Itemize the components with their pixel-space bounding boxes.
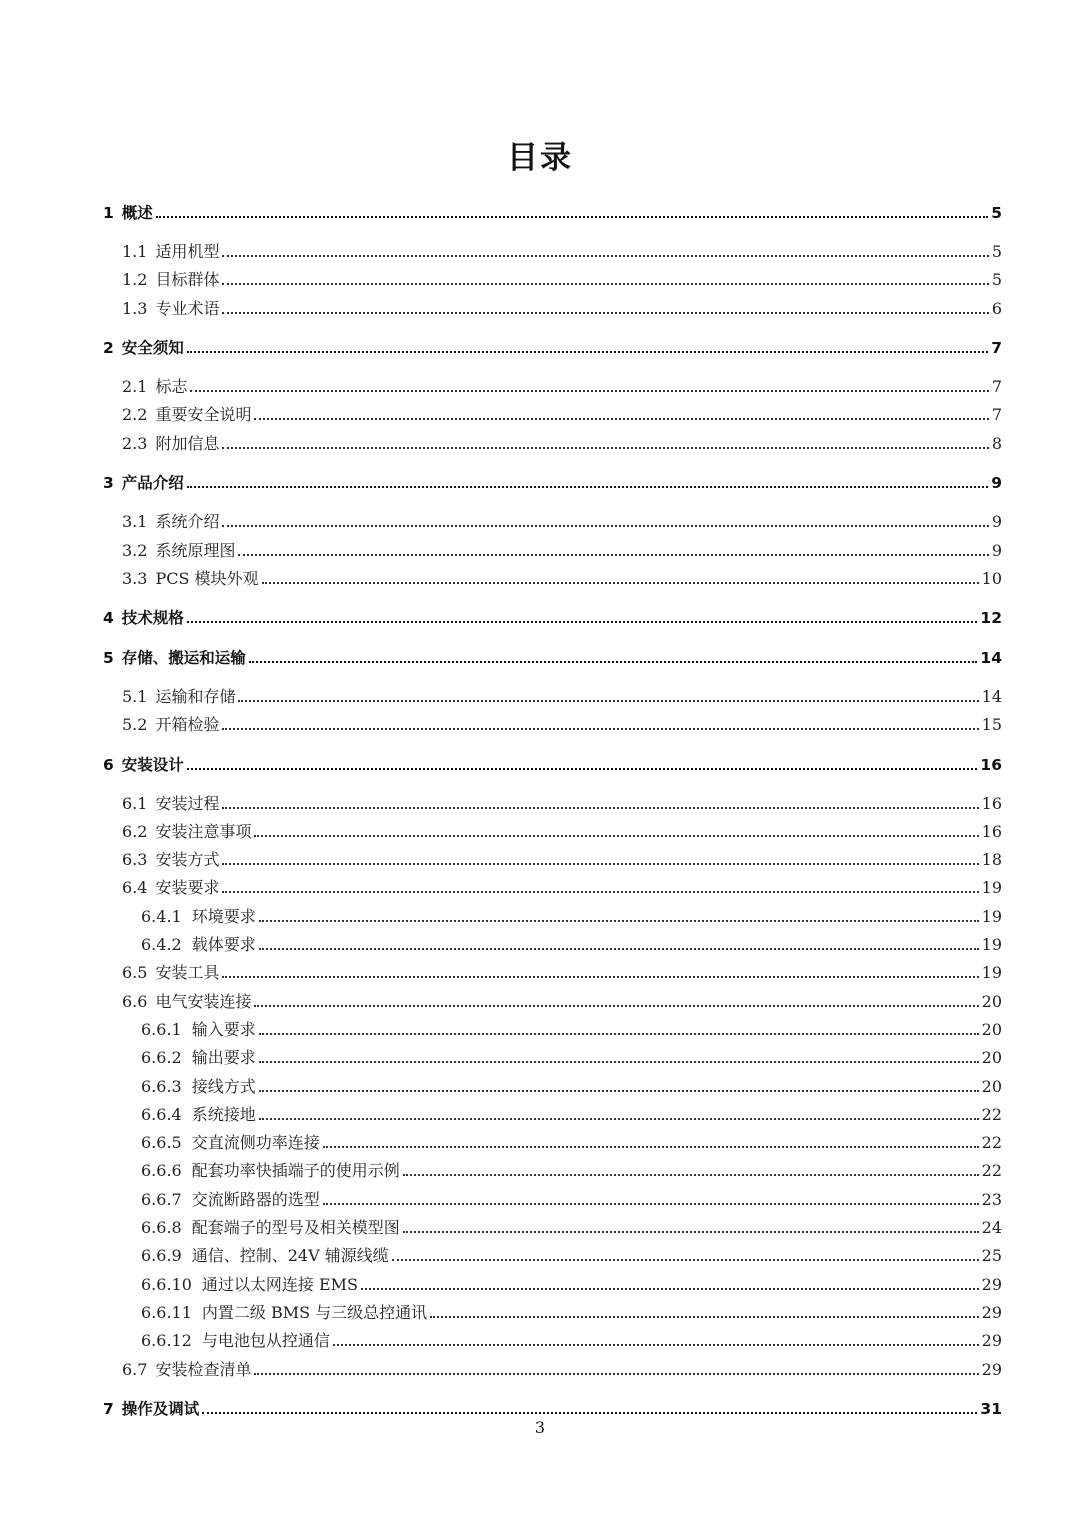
toc-entry[interactable] [122,818,1002,842]
toc-entry[interactable] [122,401,1002,425]
toc-entry-title: 安装设计 [121,756,184,774]
toc-entry-number: 6.6.8 [141,1218,182,1237]
toc-entry[interactable] [141,1214,1002,1238]
toc-entry-page: 5 [991,270,1002,289]
toc-leader-dots [254,1373,978,1375]
toc-entry-number: 3.1 [122,512,148,531]
toc-entry-page: 20 [981,1048,1002,1067]
toc-leader-dots [361,1288,979,1290]
toc-entry[interactable] [122,238,1002,262]
toc-entry-title: 安装工具 [155,963,220,982]
toc-entry-page: 5 [991,204,1002,222]
toc-entry-number: 1.3 [122,299,148,318]
toc-entry[interactable] [103,604,1002,628]
toc-entry[interactable] [122,373,1002,397]
toc-entry-title: 技术规格 [121,609,184,627]
toc-entry-page: 16 [981,822,1002,841]
toc-leader-dots [187,486,988,488]
toc-entry-page: 16 [981,794,1002,813]
toc-entry-number: 6.2 [122,822,148,841]
toc-entry-number: 6.6.2 [141,1048,182,1067]
toc-leader-dots [156,216,988,218]
toc-entry-title: 配套功率快插端子的使用示例 [191,1161,400,1180]
toc-entry-number: 2.3 [122,434,148,453]
toc-leader-dots [222,863,978,865]
toc-entry-number: 6.6.7 [141,1190,182,1209]
toc-entry[interactable] [122,537,1002,561]
toc-entry-page: 6 [991,299,1002,318]
toc-entry-title: 载体要求 [191,935,256,954]
toc-entry-title: 附加信息 [155,434,220,453]
toc-entry[interactable] [122,959,1002,983]
toc-entry-title: 安装要求 [155,878,220,897]
toc-entry[interactable] [103,644,1002,668]
toc-entry[interactable] [122,508,1002,532]
toc-entry-page: 14 [981,687,1002,706]
toc-entry-number: 6.4.2 [141,935,182,954]
toc-entry[interactable] [122,430,1002,454]
toc-entry-number: 1.1 [122,242,148,261]
toc-entry-title: 内置二级 BMS 与三级总控通讯 [201,1303,428,1322]
toc-entry[interactable] [103,751,1002,775]
toc-entry-title: 运输和存储 [155,687,236,706]
toc-entry[interactable] [141,1242,1002,1266]
toc-entry-page: 9 [991,512,1002,531]
toc-entry-title: 通信、控制、24V 辅源线缆 [191,1246,389,1265]
toc-leader-dots [254,835,978,837]
toc-entry-title: 存储、搬运和运输 [121,649,246,667]
toc-leader-dots [222,728,978,730]
toc-entry[interactable] [141,1299,1002,1323]
toc-leader-dots [222,891,978,893]
toc-entry-title: 交流断路器的选型 [191,1190,320,1209]
toc-entry[interactable] [141,1157,1002,1181]
toc-entry-title: 安装过程 [155,794,220,813]
toc-leader-dots [222,807,978,809]
toc-entry-number: 3 [103,474,114,492]
toc-entry-title: 与电池包从控通信 [201,1331,330,1350]
toc-leader-dots [392,1259,979,1261]
toc-entry-title: 标志 [155,377,188,396]
toc-entry-page: 22 [981,1133,1002,1152]
toc-entry-page: 15 [981,715,1002,734]
toc-entry[interactable] [141,1129,1002,1153]
toc-leader-dots [222,283,988,285]
toc-entry-number: 6.1 [122,794,148,813]
toc-entry-number: 7 [103,1400,114,1418]
toc-leader-dots [187,768,978,770]
toc-entry[interactable] [122,683,1002,707]
toc-leader-dots [333,1344,979,1346]
toc-leader-dots [190,390,988,392]
toc-entry-number: 3.3 [122,569,148,588]
toc-entry-title: PCS 模块外观 [155,569,259,588]
toc-entry-title: 目标群体 [155,270,220,289]
toc-entry-number: 6.6.6 [141,1161,182,1180]
toc-entry-page: 20 [981,992,1002,1011]
toc-entry-title: 环境要求 [191,907,256,926]
toc-leader-dots [262,582,979,584]
toc-leader-dots [254,418,988,420]
toc-leader-dots [259,1090,979,1092]
toc-entry-number: 5.2 [122,715,148,734]
toc-entry-page: 19 [981,935,1002,954]
toc-entry-page: 19 [981,878,1002,897]
toc-entry-number: 6.6.3 [141,1077,182,1096]
toc-entry-number: 6.6.11 [141,1303,192,1322]
toc-leader-dots [202,1412,977,1414]
toc-leader-dots [259,920,979,922]
toc-entry-page: 29 [981,1331,1002,1350]
toc-entry-number: 6 [103,756,114,774]
toc-entry-number: 6.5 [122,963,148,982]
toc-entry-title: 安全须知 [121,339,184,357]
toc-entry-page: 22 [981,1105,1002,1124]
toc-leader-dots [249,661,978,663]
toc-entry-title: 开箱检验 [155,715,220,734]
toc-entry[interactable] [122,565,1002,589]
toc-entry-page: 22 [981,1161,1002,1180]
toc-entry-page: 7 [991,405,1002,424]
toc-entry-page: 31 [980,1400,1002,1418]
page-title: 目录 [507,140,573,176]
toc-entry-page: 25 [981,1246,1002,1265]
toc-leader-dots [187,351,988,353]
toc-entry-page: 24 [981,1218,1002,1237]
toc-entry[interactable] [141,1186,1002,1210]
toc-leader-dots [403,1174,979,1176]
toc-entry[interactable] [141,1101,1002,1125]
toc-entry[interactable] [141,903,1002,927]
toc-entry[interactable] [103,334,1002,358]
toc-entry[interactable] [103,199,1002,223]
toc-entry-page: 12 [980,609,1002,627]
toc-leader-dots [259,1061,979,1063]
toc-entry-title: 交直流侧功率连接 [191,1133,320,1152]
toc-entry-page: 23 [981,1190,1002,1209]
toc-leader-dots [238,700,978,702]
toc-entry-number: 4 [103,609,114,627]
toc-entry-number: 5 [103,649,114,667]
toc-entry-page: 20 [981,1020,1002,1039]
toc-entry-title: 产品介绍 [121,474,184,492]
toc-entry-title: 安装方式 [155,850,220,869]
toc-entry-number: 6.6.12 [141,1331,192,1350]
toc-leader-dots [222,976,978,978]
toc-entry-title: 安装注意事项 [155,822,252,841]
toc-entry-page: 29 [981,1275,1002,1294]
toc-entry-page: 18 [981,850,1002,869]
toc-entry[interactable] [103,1395,1002,1419]
toc-entry-number: 6.7 [122,1360,148,1379]
toc-entry-number: 6.6.9 [141,1246,182,1265]
toc-leader-dots [238,554,988,556]
toc-leader-dots [259,1118,979,1120]
toc-entry-title: 系统接地 [191,1105,256,1124]
toc-entry-title: 系统原理图 [155,541,236,560]
toc-leader-dots [254,1005,978,1007]
toc-leader-dots [259,1033,979,1035]
toc-entry-title: 接线方式 [191,1077,256,1096]
toc-entry-page: 9 [991,474,1002,492]
toc-leader-dots [187,621,978,623]
toc-leader-dots [430,1316,978,1318]
toc-entry-number: 2.1 [122,377,148,396]
toc-entry-number: 2.2 [122,405,148,424]
toc-entry-page: 8 [991,434,1002,453]
toc-entry-title: 输入要求 [191,1020,256,1039]
toc-entry[interactable] [141,1044,1002,1068]
toc-entry[interactable] [122,711,1002,735]
toc-entry-number: 1 [103,204,114,222]
toc-entry[interactable] [122,790,1002,814]
toc-entry-page: 7 [991,377,1002,396]
toc-leader-dots [222,255,988,257]
toc-entry-title: 专业术语 [155,299,220,318]
toc-entry-number: 5.1 [122,687,148,706]
toc-entry-title: 配套端子的型号及相关模型图 [191,1218,400,1237]
toc-entry[interactable] [122,874,1002,898]
toc-entry[interactable] [122,846,1002,870]
toc-entry-title: 适用机型 [155,242,220,261]
toc-entry[interactable] [122,988,1002,1012]
toc-entry[interactable] [122,295,1002,319]
toc-entry[interactable] [122,266,1002,290]
toc-entry-title: 通过以太网连接 EMS [201,1275,359,1294]
toc-entry-title: 系统介绍 [155,512,220,531]
toc-leader-dots [403,1231,979,1233]
toc-entry-page: 29 [981,1360,1002,1379]
toc-entry-title: 输出要求 [191,1048,256,1067]
toc-leader-dots [259,948,979,950]
toc-entry-page: 7 [991,339,1002,357]
toc-entry-page: 14 [980,649,1002,667]
toc-entry-page: 5 [991,242,1002,261]
toc-entry[interactable] [141,1327,1002,1351]
toc-entry-number: 6.6.4 [141,1105,182,1124]
toc-entry-page: 16 [980,756,1002,774]
toc-leader-dots [323,1146,979,1148]
toc-leader-dots [222,312,988,314]
page-number: 3 [534,1418,546,1437]
toc-entry-number: 6.6.5 [141,1133,182,1152]
toc-entry-title: 重要安全说明 [155,405,252,424]
toc-entry[interactable] [122,1356,1002,1380]
toc-entry-number: 6.6.10 [141,1275,192,1294]
toc-leader-dots [323,1203,979,1205]
toc-entry-number: 6.3 [122,850,148,869]
toc-entry-number: 6.6.1 [141,1020,182,1039]
toc-entry-number: 3.2 [122,541,148,560]
toc-entry[interactable] [141,1271,1002,1295]
toc-leader-dots [222,447,988,449]
toc-entry-page: 20 [981,1077,1002,1096]
toc-entry-page: 9 [991,541,1002,560]
toc-entry-page: 19 [981,963,1002,982]
toc-entry-page: 19 [981,907,1002,926]
toc-entry-number: 6.4.1 [141,907,182,926]
toc-entry-number: 2 [103,339,114,357]
toc-entry-title: 概述 [121,204,153,222]
toc-entry-number: 6.6 [122,992,148,1011]
toc-entry[interactable] [141,1073,1002,1097]
toc-entry-title: 安装检查清单 [155,1360,252,1379]
toc-entry[interactable] [141,1016,1002,1040]
toc-entry-page: 10 [981,569,1002,588]
toc-leader-dots [222,525,988,527]
toc-entry-title: 操作及调试 [121,1400,200,1418]
toc-entry-number: 1.2 [122,270,148,289]
toc-entry[interactable] [141,931,1002,955]
toc-entry-page: 29 [981,1303,1002,1322]
toc-entry-title: 电气安装连接 [155,992,252,1011]
toc-entry-number: 6.4 [122,878,148,897]
toc-entry[interactable] [103,469,1002,493]
